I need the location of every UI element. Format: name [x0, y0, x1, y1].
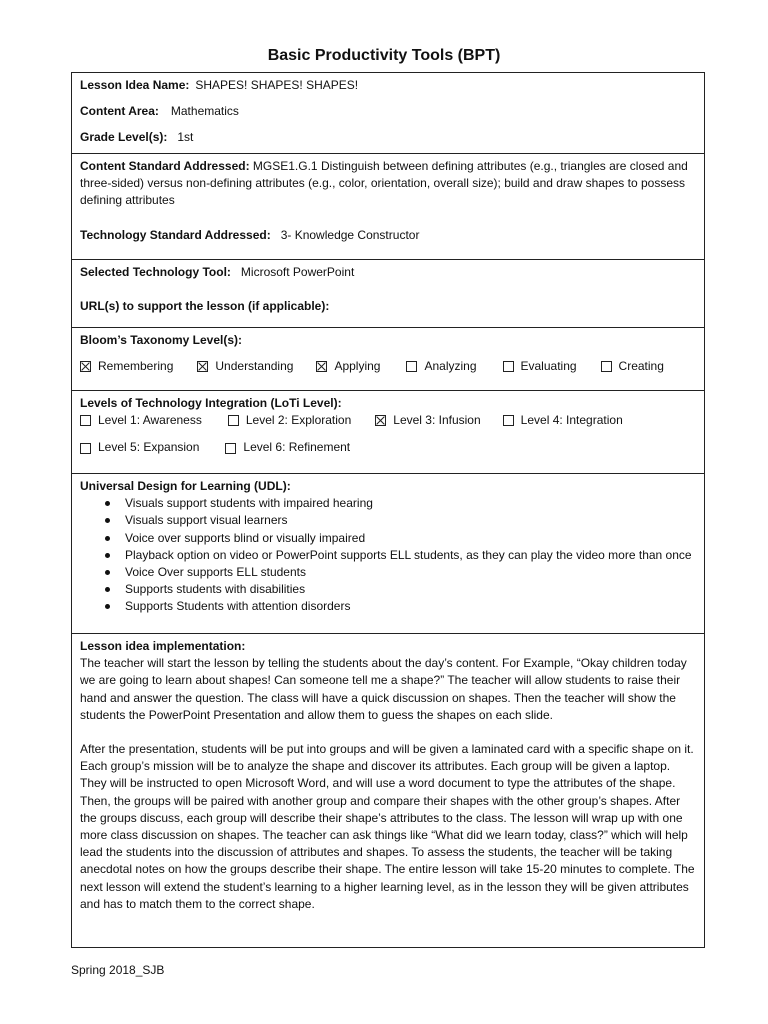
loti-option: [228, 412, 351, 429]
loti-option: [503, 412, 623, 429]
blooms-option: [503, 358, 577, 375]
loti-options-row-2: [80, 439, 696, 456]
loti-option-label: Level 3: Infusion: [393, 413, 481, 428]
udl-list-item: Supports students with disabilities: [125, 581, 696, 598]
loti-option-label: Level 1: Awareness: [98, 413, 202, 428]
checked-box-icon[interactable]: [80, 361, 91, 372]
udl-section: [72, 474, 704, 634]
blooms-option-label: Applying: [334, 359, 381, 374]
checked-box-icon[interactable]: [375, 415, 386, 426]
unchecked-box-icon[interactable]: [601, 361, 612, 372]
loti-option: [80, 412, 202, 429]
implementation-label: Lesson idea implementation:: [80, 639, 246, 653]
tool-section: [72, 260, 704, 328]
blooms-option: [406, 358, 476, 375]
content-standard-value: MGSE1.G.1 Distinguish between defining attributes (e.g., triangles are closed and three-sided) versus non-defining attributes (e.g., color, orientation, overall size); build and draw shapes to possess defining attributes: [80, 159, 688, 208]
tech-standard: [80, 227, 696, 244]
blooms-option: [601, 358, 664, 375]
grade-level-label: Grade Level(s):: [80, 130, 168, 145]
content-area-row: [80, 103, 696, 120]
blooms-option-label: Creating: [618, 359, 664, 374]
unchecked-box-icon[interactable]: [406, 361, 417, 372]
unchecked-box-icon[interactable]: [503, 361, 514, 372]
unchecked-box-icon[interactable]: [228, 415, 239, 426]
page-title: Basic Productivity Tools (BPT): [267, 47, 501, 64]
udl-list-item: Visuals support students with impaired hearing: [125, 495, 696, 512]
unchecked-box-icon[interactable]: [80, 415, 91, 426]
udl-list: [80, 495, 696, 615]
loti-label: Levels of Technology Integration (LoTi Level):: [80, 396, 342, 410]
content-standard: [80, 158, 696, 210]
blooms-section: [72, 328, 704, 391]
udl-list-item: Playback option on video or PowerPoint supports ELL students, as they can play the video more than once: [125, 547, 696, 564]
grade-level-value: 1st: [177, 130, 194, 145]
lesson-info-section: [72, 73, 704, 154]
tech-standard-label: Technology Standard Addressed:: [80, 227, 271, 242]
page-footer: Spring 2018_SJB: [71, 963, 165, 977]
udl-label: Universal Design for Learning (UDL):: [80, 479, 291, 493]
udl-list-item: Voice over supports blind or visually impaired: [125, 530, 696, 547]
blooms-option: [80, 358, 173, 375]
content-area-value: Mathematics: [170, 104, 239, 119]
blooms-option-label: Analyzing: [424, 359, 477, 374]
grade-level-row: [80, 129, 696, 146]
loti-option-label: Level 6: Refinement: [243, 440, 351, 455]
implementation-paragraph-1: The teacher will start the lesson by telling the students about the day’s content. For Example, “Okay children today we are going to learn about shapes! Can someone tell me a shape?” The teacher will allow students to raise their hand and answer the question. The class will have a quick discussion on shapes. Then the teacher will show the students the PowerPoint Presentation and allow them to guess the shapes on each slide.: [80, 656, 687, 722]
loti-option-label: Level 5: Expansion: [98, 440, 200, 455]
tool-value: Microsoft PowerPoint: [240, 265, 355, 279]
lesson-name-label: Lesson Idea Name:: [80, 78, 190, 92]
loti-option: [375, 412, 480, 429]
blooms-label: Bloom’s Taxonomy Level(s):: [80, 333, 243, 347]
blooms-option-label: Evaluating: [520, 359, 577, 374]
blooms-option-label: Remembering: [98, 359, 174, 374]
lesson-name-value: SHAPES! SHAPES! SHAPES!: [195, 78, 359, 92]
loti-option-label: Level 2: Exploration: [245, 413, 352, 428]
loti-options-row-1: [80, 412, 696, 429]
unchecked-box-icon[interactable]: [225, 443, 236, 454]
implementation-paragraph-2: After the presentation, students will be put into groups and will be given a laminated card with a specific shape on it. Each group’s mission will be to analyze the shape and discover its attributes. Each group will be given a laptop. They will be instructed to open Microsoft Word, and will use a word document to type the attributes of the shape. Then, the groups will be paired with another group and compare their shapes with the other group’s shapes. After the groups discuss, each group will describe their shape’s attributes to the class. The lesson will wrap up with one more class discussion on shapes. The teacher can ask things like “What did we learn today, class?” which will help lead the students into the discussion of attributes and shapes. To assess the students, the teacher will be taking anecdotal notes on how the groups describe their shape. The entire lesson will take 15-20 minutes to complete. The next lesson will extend the student’s learning to a higher learning level, as in the lesson they will be given attributes and has to match them to the correct shape.: [80, 742, 695, 911]
unchecked-box-icon[interactable]: [80, 443, 91, 454]
udl-list-item: Supports Students with attention disorders: [125, 598, 696, 615]
loti-option: [80, 439, 199, 456]
udl-list-item: Visuals support visual learners: [125, 512, 696, 529]
bpt-table: [71, 72, 705, 948]
checked-box-icon[interactable]: [316, 361, 327, 372]
lesson-name-row: [80, 77, 696, 94]
unchecked-box-icon[interactable]: [503, 415, 514, 426]
implementation-section: [72, 634, 704, 947]
content-area-label: Content Area:: [80, 104, 159, 119]
blooms-option: [316, 358, 380, 375]
standards-section: [72, 154, 704, 260]
content-standard-label: Content Standard Addressed:: [80, 159, 250, 173]
blooms-options: [80, 358, 696, 375]
loti-option: [225, 439, 350, 456]
blooms-option: [197, 358, 293, 375]
blooms-option-label: Understanding: [215, 359, 294, 374]
checked-box-icon[interactable]: [197, 361, 208, 372]
udl-list-item: Voice Over supports ELL students: [125, 564, 696, 581]
tool-label: Selected Technology Tool:: [80, 265, 231, 279]
loti-option-label: Level 4: Integration: [520, 413, 623, 428]
loti-section: [72, 391, 704, 474]
tech-standard-value: 3- Knowledge Constructor: [280, 227, 420, 242]
tool-row: [80, 264, 696, 281]
url-label: URL(s) to support the lesson (if applicable):: [80, 299, 330, 314]
